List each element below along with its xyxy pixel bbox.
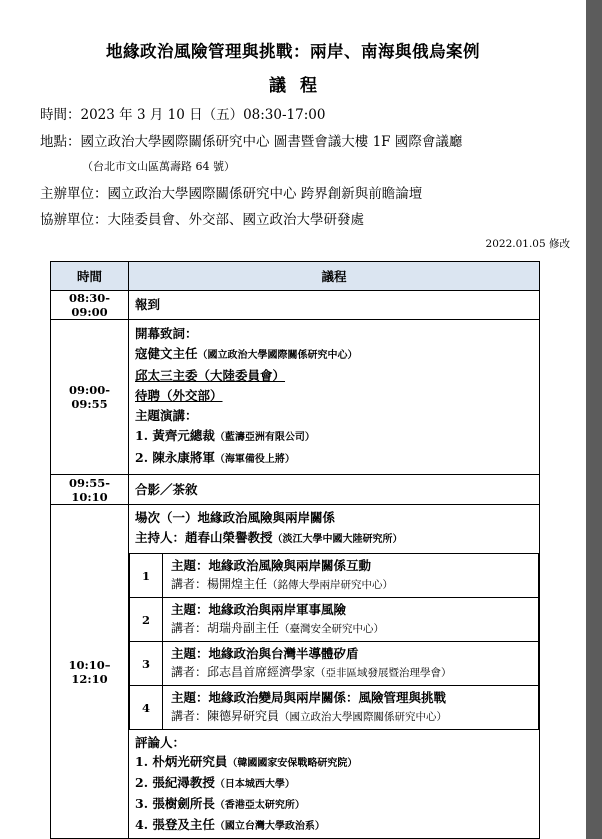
event-address: （台北市文山區萬壽路 64 號） — [82, 160, 235, 173]
row-time: 10:10–12:10 — [51, 505, 129, 839]
row-text: 合影／茶敘 — [135, 481, 198, 497]
topic-number: 3 — [130, 642, 163, 686]
topic-title: 主題：地緣政治風險與兩岸關係互動 — [171, 558, 372, 573]
event-time: 時間：2023 年 3 月 10 日（五）08:30-17:00 — [40, 107, 326, 123]
opening-speaker: 邱太三主委（大陸委員會） — [135, 368, 286, 383]
opening-label: 開幕致詞： — [135, 326, 198, 341]
event-place: 地點：國立政治大學國際關係研究中心 圖書暨會議大樓 1F 國際會議廳 — [40, 134, 463, 150]
document-title: 地緣政治風險管理與挑戰：兩岸、南海與俄烏案例 — [106, 42, 480, 61]
keynote-label: 主題演講： — [135, 408, 198, 423]
row-time: 09:55-10:10 — [51, 475, 129, 505]
agenda-row — [51, 320, 540, 475]
topic-row — [130, 686, 539, 730]
discussant: 1. 朴炳光研究員（韓國國家安保戰略研究院） — [135, 754, 358, 769]
topic-number: 1 — [130, 554, 163, 598]
event-organizer: 主辦單位：國立政治大學國際關係研究中心 跨界創新與前瞻論壇 — [40, 186, 423, 202]
opening-speaker: 寇健文主任（國立政治大學國際關係研究中心） — [135, 346, 358, 361]
row-text: 報到 — [135, 297, 161, 312]
topic-number: 4 — [130, 686, 163, 730]
agenda-row — [51, 291, 540, 320]
opening-speaker: 待聘（外交部） — [135, 388, 223, 403]
topic-speaker: 講者：楊開煌主任（銘傳大學兩岸研究中心） — [171, 577, 394, 591]
agenda-row — [51, 475, 540, 505]
keynote-speaker: 1. 黃齊元總裁（藍濤亞洲有限公司） — [135, 428, 315, 443]
row-time: 09:00-09:55 — [51, 320, 129, 475]
topic-title: 主題：地緣政治變局與兩岸關係：風險管理與挑戰 — [171, 690, 447, 705]
topic-row — [130, 642, 539, 686]
session-host: 主持人：趙春山榮譽教授（淡江大學中國大陸研究所） — [135, 530, 403, 545]
event-co-organizer: 協辦單位：大陸委員會、外交部、國立政治大學研發處 — [40, 212, 364, 228]
document-subtitle: 議程 — [269, 76, 331, 96]
header-agenda: 議程 — [129, 262, 540, 291]
keynote-speaker: 2. 陳永康將軍（海軍備役上將） — [135, 450, 295, 465]
agenda-table — [50, 261, 540, 839]
topic-speaker: 講者：邱志昌首席經濟學家（亞非區域發展暨治理學會） — [171, 665, 452, 679]
topic-row — [130, 598, 539, 642]
agenda-row — [51, 505, 540, 839]
discussant-label: 評論人： — [135, 735, 186, 750]
topic-number: 2 — [130, 598, 163, 642]
discussant: 2. 張紀潯教授（日本城西大學） — [135, 775, 295, 790]
discussant: 4. 張登及主任（國立台灣大學政治系） — [135, 817, 325, 832]
agenda-header-row — [51, 262, 540, 291]
topic-title: 主題：地緣政治與台灣半導體矽盾 — [171, 646, 359, 661]
topic-row — [130, 554, 539, 598]
row-time: 08:30-09:00 — [51, 291, 129, 320]
session-title: 場次（一）地緣政治風險與兩岸關係 — [135, 510, 336, 525]
discussant: 3. 張樹劍所長（香港亞太研究所） — [135, 796, 305, 811]
revision-date: 2022.01.05 修改 — [485, 238, 570, 250]
topic-speaker: 講者：陳德昇研究員（國立政治大學國際關係研究中心） — [171, 709, 448, 723]
topic-speaker: 講者：胡瑞舟副主任（臺灣安全研究中心） — [171, 621, 385, 635]
topics-table — [129, 553, 539, 730]
header-time: 時間 — [51, 262, 129, 291]
topic-title: 主題：地緣政治與兩岸軍事風險 — [171, 602, 347, 617]
